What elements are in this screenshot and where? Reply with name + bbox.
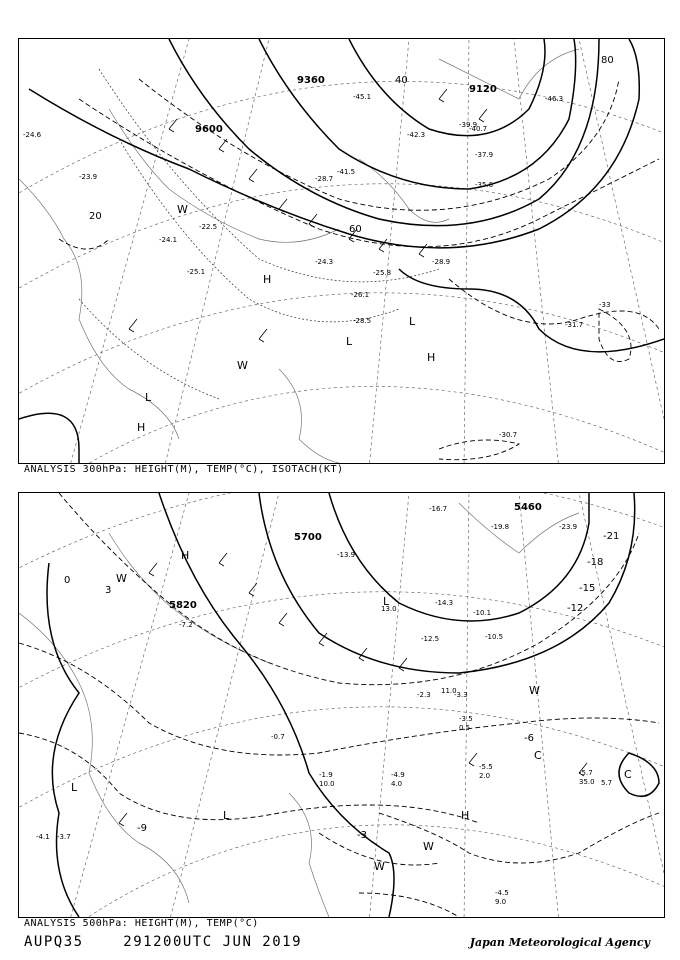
wind-barb: [439, 89, 447, 102]
height-contour: [169, 39, 599, 226]
temperature-value: -12.5: [421, 635, 440, 643]
temperature-value: -4.1: [36, 833, 50, 841]
height-contour: [159, 493, 394, 917]
isotach-line: [439, 440, 519, 460]
meridian-line: [369, 39, 409, 463]
temperature-value: -42.3: [407, 131, 426, 139]
valid-time: 291200UTC JUN 2019: [123, 934, 303, 950]
meridian-line: [69, 39, 189, 463]
isotherm-label: -15: [579, 583, 596, 594]
height-labels: [169, 502, 542, 611]
temperature-value: -31.7: [565, 321, 584, 329]
low-pressure-marker: L: [346, 335, 353, 348]
height-label: 9120: [469, 84, 497, 95]
isotherm-line: [19, 733, 479, 823]
temperature-value: -28.9: [432, 258, 451, 266]
temperature-value: -28.5: [353, 317, 372, 325]
isotherm-label: -21: [603, 531, 620, 542]
isotherm-line: [99, 69, 439, 282]
chart-code: AUPQ35: [24, 934, 84, 950]
latitude-line: [19, 184, 664, 294]
coastlines: [19, 503, 579, 917]
warm-marker: W: [177, 203, 188, 216]
dewpoint-value: 9.0: [495, 898, 507, 906]
temperature-value: -23.9: [559, 523, 578, 531]
temperature-value: -10.5: [485, 633, 504, 641]
isotherm-label: -12: [567, 603, 584, 614]
chart-identifier: [24, 934, 302, 950]
coastline: [439, 49, 579, 99]
dewpoint-value: 0.5: [459, 724, 471, 732]
height-contour: [259, 39, 576, 189]
wind-barb: [219, 139, 227, 152]
temperature-value: -24.6: [23, 131, 42, 139]
height-label: 5700: [294, 532, 322, 543]
meridian-line: [579, 39, 664, 419]
wind-barb: [129, 319, 137, 332]
isotherm-line: [19, 643, 659, 755]
height-labels: [195, 75, 497, 135]
temperature-value: -14.3: [435, 599, 454, 607]
isotherm-label: -9: [137, 823, 147, 834]
dewpoint-values: [319, 605, 612, 906]
temperature-value: -22.5: [199, 223, 218, 231]
height-label: 9360: [297, 75, 325, 86]
dewpoint-value: 13.0: [381, 605, 397, 613]
coastline: [279, 369, 339, 463]
height-label: 9600: [195, 124, 223, 135]
isotherm-label: 0: [64, 575, 71, 586]
isotherm-line: [379, 813, 659, 863]
height-contours: [19, 39, 664, 463]
temperature-value: -3.7: [57, 833, 71, 841]
isotach-label: 20: [89, 211, 102, 222]
dewpoint-value: 2.0: [479, 772, 491, 780]
warm-marker: W: [116, 572, 127, 585]
temperature-value: -30.7: [499, 431, 518, 439]
temperature-value: -2.3: [417, 691, 431, 699]
meridian-line: [519, 493, 559, 917]
map-300hpa-caption: ANALYSIS 300hPa: HEIGHT(M), TEMP(°C), ISOTACH(KT): [24, 464, 344, 475]
cold-marker: C: [624, 768, 632, 781]
latitude-line: [19, 293, 664, 399]
high-pressure-marker: H: [461, 809, 470, 822]
temperature-value: -5.7: [579, 769, 593, 777]
temperature-value: -5.5: [479, 763, 493, 771]
wind-barb: [219, 553, 227, 566]
warm-marker: W: [237, 359, 248, 372]
isotherm-line: [359, 893, 459, 917]
temperature-values: [23, 93, 610, 439]
height-contour: [399, 269, 664, 352]
high-pressure-marker: H: [427, 351, 436, 364]
high-pressure-marker: H: [181, 549, 190, 562]
cold-marker: C: [534, 749, 542, 762]
wind-barb: [479, 109, 487, 122]
temperature-value: -4.5: [495, 889, 509, 897]
dewpoint-value: 11.0: [441, 687, 457, 695]
isotherm-label: 3: [105, 585, 112, 596]
isotherm-lines: [79, 69, 439, 399]
wind-barb: [259, 329, 267, 342]
temperature-value: -7.2: [179, 621, 193, 629]
isotach-line: [599, 309, 631, 362]
wind-barb: [469, 753, 477, 766]
temperature-value: -28.7: [315, 175, 334, 183]
height-label: 5820: [169, 600, 197, 611]
latitude-line: [19, 707, 664, 813]
low-pressure-marker: L: [223, 809, 230, 822]
temperature-value: -4.9: [391, 771, 405, 779]
low-pressure-marker: L: [383, 595, 390, 608]
temperature-value: -19.8: [491, 523, 510, 531]
temperature-value: -39.9: [459, 121, 478, 129]
meridian-line: [464, 493, 469, 917]
wind-barb: [249, 169, 257, 182]
wind-barbs: [119, 553, 587, 826]
temperature-value: -16.7: [429, 505, 448, 513]
map-300hpa: [18, 38, 665, 464]
latitude-line: [79, 386, 664, 463]
isotach-labels: [89, 55, 614, 235]
warm-marker: W: [529, 684, 540, 697]
latitude-line: [79, 825, 664, 917]
isotach-label: 60: [349, 224, 362, 235]
temperature-value: -3.3: [454, 691, 468, 699]
wind-barb: [399, 658, 407, 671]
temperature-value: -24.3: [315, 258, 334, 266]
wind-barb: [249, 583, 257, 596]
isotach-label: 80: [601, 55, 614, 66]
temperature-value: -25.1: [187, 268, 206, 276]
latitude-line: [19, 493, 664, 573]
wind-barb: [149, 563, 157, 576]
warm-marker: W: [423, 840, 434, 853]
isotach-line: [449, 279, 659, 329]
map-500hpa-canvas: [19, 493, 664, 917]
temperature-value: -0.7: [271, 733, 285, 741]
temperature-value: -35.6: [475, 181, 494, 189]
low-pressure-marker: L: [71, 781, 78, 794]
high-pressure-marker: H: [137, 421, 146, 434]
meridian-line: [69, 493, 189, 917]
meridian-line: [464, 39, 469, 463]
dewpoint-value: 35.0: [579, 778, 595, 786]
temperature-value: -24.1: [159, 236, 178, 244]
height-contour: [329, 493, 589, 621]
isotherm-label: -3: [357, 830, 367, 841]
temperature-value: -1.9: [319, 771, 333, 779]
temperature-value: -37.9: [475, 151, 494, 159]
height-contour: [349, 39, 545, 136]
isotherm-line: [79, 299, 219, 399]
height-contour: [47, 563, 79, 917]
graticule: [19, 39, 664, 463]
temperature-value: -46.3: [545, 95, 564, 103]
temperature-value: -45.1: [353, 93, 372, 101]
dewpoint-value: 4.0: [391, 780, 403, 788]
agency-credit: Japan Meteorological Agency: [469, 936, 650, 949]
latitude-line: [19, 81, 664, 199]
low-pressure-marker: L: [145, 391, 152, 404]
warm-marker: W: [374, 860, 385, 873]
isotherm-label: -6: [524, 733, 534, 744]
temperature-value: -13.9: [337, 551, 356, 559]
temperature-value: -41.5: [337, 168, 356, 176]
map-300hpa-canvas: [19, 39, 664, 463]
wind-barb: [419, 244, 427, 257]
isotherm-label: -18: [587, 557, 604, 568]
wind-barb: [279, 613, 287, 626]
wind-barb: [379, 239, 387, 252]
map-500hpa-caption: ANALYSIS 500hPa: HEIGHT(M), TEMP(°C): [24, 918, 259, 929]
coastline: [19, 613, 189, 903]
map-500hpa: [18, 492, 665, 918]
temperature-value: -10.1: [473, 609, 492, 617]
isotach-line: [59, 239, 109, 249]
temperature-value: -3.5: [459, 715, 473, 723]
low-pressure-marker: L: [409, 315, 416, 328]
wind-barb: [119, 813, 127, 826]
height-label: 5460: [514, 502, 542, 513]
coastlines: [19, 49, 579, 463]
isotherm-line: [59, 493, 639, 685]
temperature-value: -25.8: [373, 269, 392, 277]
temperature-value: -33: [599, 301, 611, 309]
temperature-value: -40.7: [469, 125, 488, 133]
coastline: [289, 793, 329, 917]
dewpoint-value: 10.0: [319, 780, 335, 788]
high-pressure-marker: H: [263, 273, 272, 286]
dewpoint-value: 5.7: [601, 779, 613, 787]
temperature-value: -23.9: [79, 173, 98, 181]
pressure-systems: [137, 203, 435, 434]
temperature-value: -26.1: [351, 291, 370, 299]
isotach-label: 40: [395, 75, 408, 86]
height-contour: [19, 413, 79, 463]
